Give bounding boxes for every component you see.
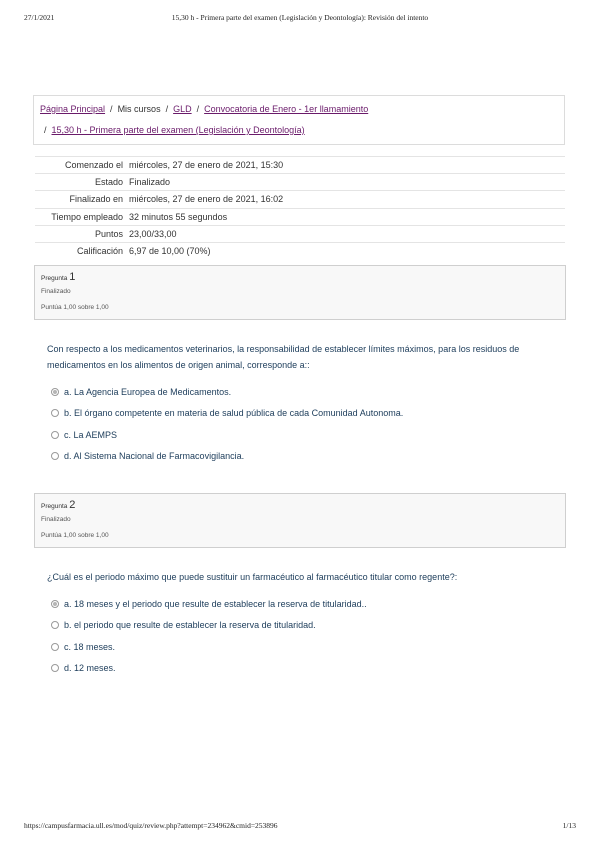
summary-label: Estado (35, 174, 129, 191)
question-info-box (34, 493, 566, 548)
attempt-summary-table (35, 156, 565, 259)
radio-icon[interactable] (51, 621, 59, 629)
question-number (41, 271, 75, 283)
answer-option[interactable] (51, 408, 403, 418)
question-state: Finalizado (41, 516, 71, 523)
breadcrumb-line-1 (40, 104, 368, 114)
question-number-value: 2 (69, 499, 76, 511)
summary-value: 6,97 de 10,00 (70%) (129, 242, 565, 259)
answer-option-text: a. 18 meses y el periodo que resulte de establecer la reserva de titularidad.. (64, 599, 367, 609)
summary-label: Calificación (35, 242, 129, 259)
summary-value: miércoles, 27 de enero de 2021, 15:30 (129, 157, 565, 174)
radio-selected-icon[interactable] (51, 600, 59, 608)
question-text: ¿Cuál es el periodo máximo que puede sustituir un farmacéutico al farmacéutico titular como regente?: (47, 572, 458, 582)
radio-icon[interactable] (51, 452, 59, 460)
answer-option[interactable] (51, 387, 231, 397)
summary-value: 32 minutos 55 segundos (129, 208, 565, 225)
question-label: Pregunta (41, 503, 68, 510)
answer-option[interactable] (51, 663, 116, 673)
answer-option-text: d. 12 meses. (64, 663, 116, 673)
breadcrumb-separator: / (110, 104, 113, 114)
summary-row (35, 157, 565, 174)
print-date: 27/1/2021 (24, 13, 55, 22)
breadcrumb-separator: / (196, 104, 200, 114)
print-url: https://campusfarmacia.ull.es/mod/quiz/review.php?attempt=234962&cmid=253896 (24, 821, 278, 830)
answer-option-text: b. El órgano competente en materia de salud pública de cada Comunidad Autonoma. (64, 408, 404, 418)
breadcrumb-section-link[interactable]: Convocatoria de Enero - 1er llamamiento (204, 104, 369, 114)
answer-option[interactable] (51, 451, 244, 461)
print-header (24, 13, 576, 25)
radio-icon[interactable] (51, 643, 59, 651)
breadcrumb-quiz-link[interactable]: 15,30 h - Primera parte del examen (Legislación y Deontología) (51, 125, 305, 135)
print-title: 15,30 h - Primera parte del examen (Legislación y Deontología): Revisión del intento (171, 13, 429, 22)
question-grade: Puntúa 1,00 sobre 1,00 (41, 304, 109, 311)
question-state: Finalizado (41, 288, 71, 295)
question-grade: Puntúa 1,00 sobre 1,00 (41, 532, 109, 539)
summary-row (35, 242, 565, 259)
radio-icon[interactable] (51, 431, 59, 439)
question-number-value: 1 (69, 271, 76, 283)
breadcrumb-separator: / (44, 125, 47, 135)
breadcrumb-course-link[interactable]: GLD (173, 104, 192, 114)
summary-label: Puntos (35, 225, 129, 242)
answer-option[interactable] (51, 642, 115, 652)
summary-row (35, 208, 565, 225)
breadcrumb-home-link[interactable]: Página Principal (40, 104, 106, 114)
answer-option[interactable] (51, 620, 316, 630)
summary-row (35, 174, 565, 191)
answer-option-text: b. el periodo que resulte de establecer la reserva de titularidad. (64, 620, 316, 630)
answer-option-text: c. La AEMPS (64, 430, 118, 440)
question-info-box (34, 265, 566, 320)
summary-label: Tiempo empleado (35, 208, 129, 225)
answer-option-text: a. La Agencia Europea de Medicamentos. (64, 387, 232, 397)
question-label: Pregunta (41, 275, 68, 282)
summary-label: Finalizado en (35, 191, 129, 208)
answer-option-text: d. Al Sistema Nacional de Farmacovigilancia. (64, 451, 245, 461)
print-page-number: 1/13 (562, 821, 576, 830)
summary-value: Finalizado (129, 174, 565, 191)
radio-selected-icon[interactable] (51, 388, 59, 396)
summary-value: 23,00/33,00 (129, 225, 565, 242)
answer-option[interactable] (51, 430, 117, 440)
print-footer (24, 821, 576, 833)
breadcrumb-my-courses: Mis cursos (117, 104, 161, 114)
answer-option-text: c. 18 meses. (64, 642, 116, 652)
question-number (41, 499, 75, 511)
summary-value: miércoles, 27 de enero de 2021, 16:02 (129, 191, 565, 208)
radio-icon[interactable] (51, 664, 59, 672)
breadcrumb (33, 95, 565, 145)
summary-row (35, 225, 565, 242)
summary-label: Comenzado el (35, 157, 129, 174)
radio-icon[interactable] (51, 409, 59, 417)
answer-option[interactable] (51, 599, 367, 609)
question-text: Con respecto a los medicamentos veterinarios, la responsabilidad de establecer límites máximos, para los residuos de medicamentos en los alimentos de origen animal, corresponde a:: (47, 344, 520, 370)
breadcrumb-separator: / (165, 104, 169, 114)
breadcrumb-line-2 (44, 125, 305, 135)
summary-row (35, 191, 565, 208)
